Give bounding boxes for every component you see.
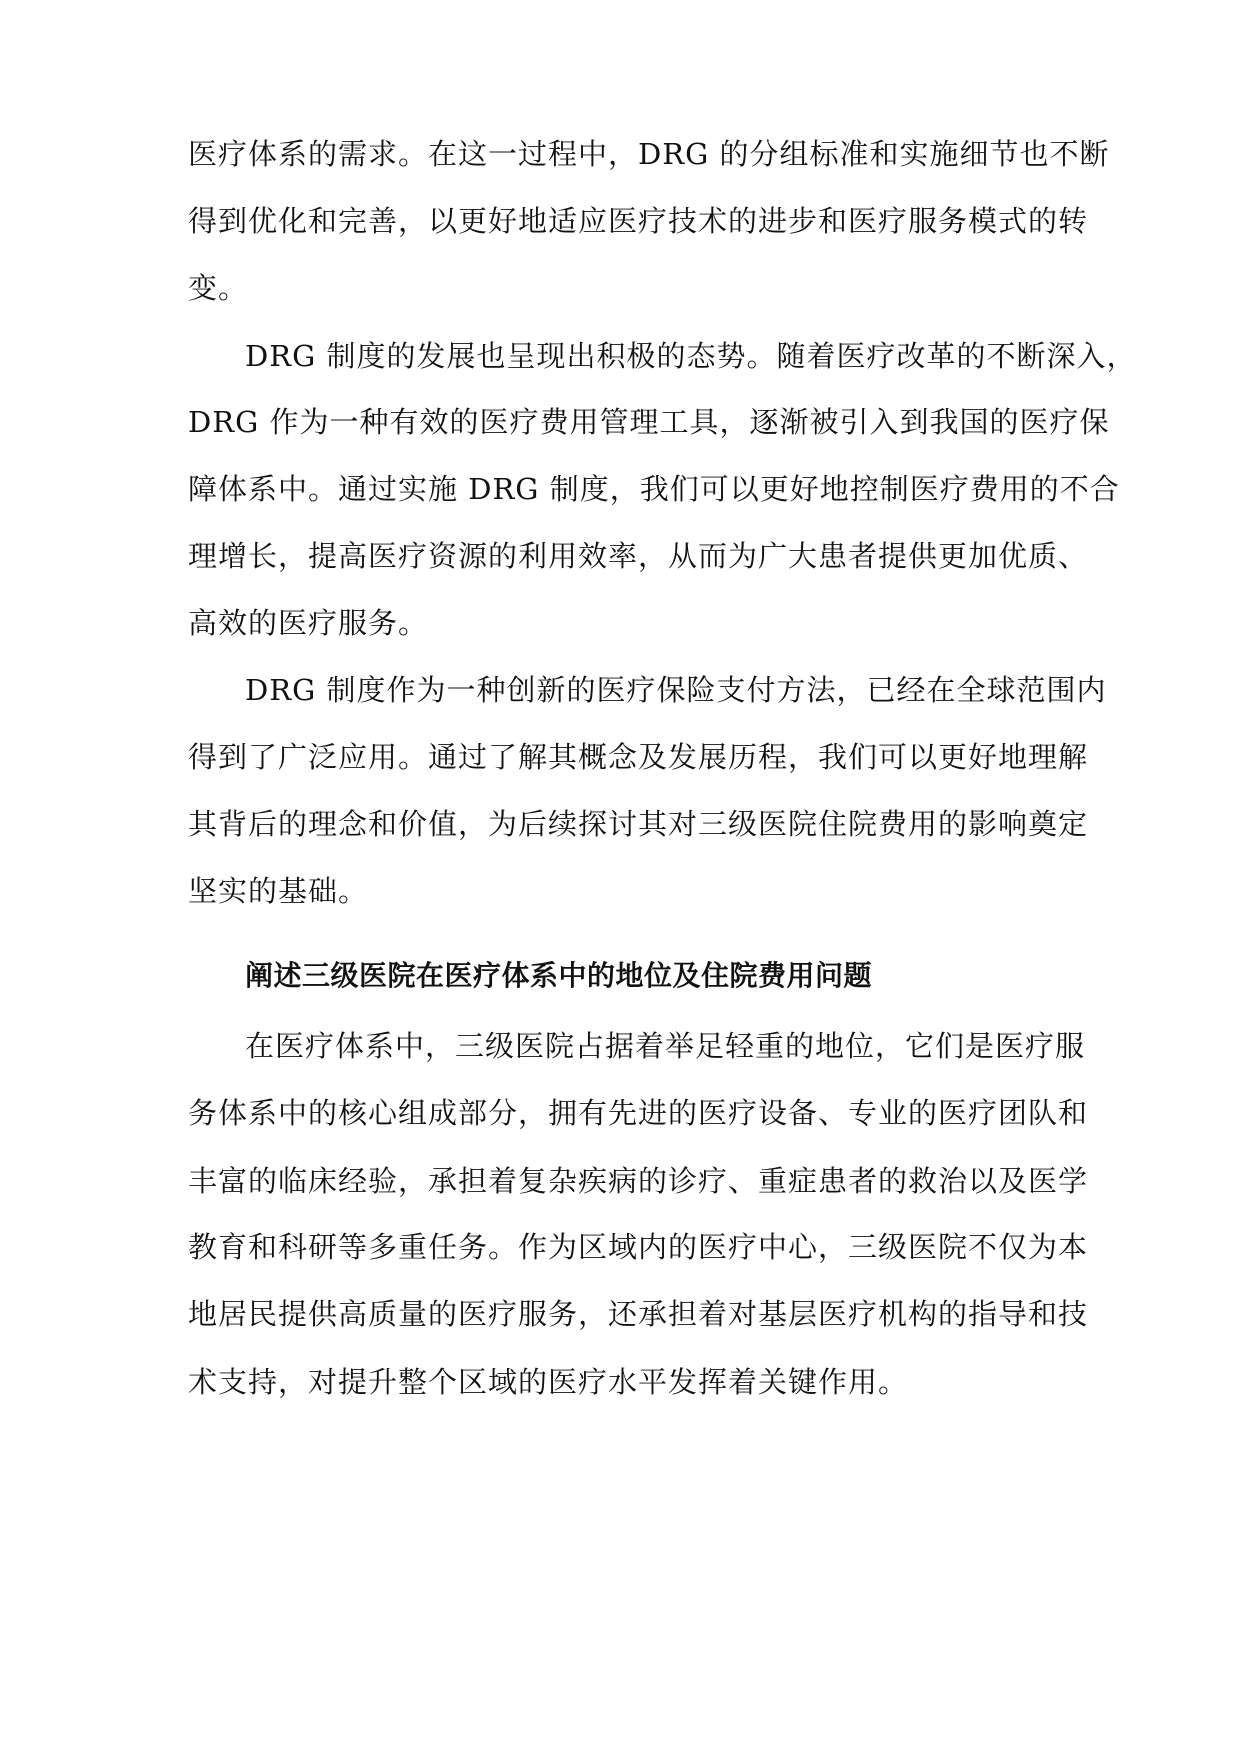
paragraph-line: 务体系中的核心组成部分，拥有先进的医疗设备、专业的医疗团队和: [188, 1096, 1089, 1130]
section-heading: 阐述三级医院在医疗体系中的地位及住院费用问题: [245, 959, 873, 992]
paragraph-line: 得到优化和完善，以更好地适应医疗技术的进步和医疗服务模式的转: [188, 204, 1089, 238]
paragraph-line: 其背后的理念和价值，为后续探讨其对三级医院住院费用的影响奠定: [188, 807, 1089, 841]
paragraph-line: 医疗体系的需求。在这一过程中，DRG 的分组标准和实施细节也不断: [188, 137, 1110, 171]
paragraph-line: 变。: [188, 271, 249, 305]
paragraph-line: 教育和科研等多重任务。作为区域内的医疗中心，三级医院不仅为本: [188, 1230, 1089, 1264]
paragraph-line: 高效的医疗服务。: [188, 606, 429, 640]
paragraph-line: 坚实的基础。: [188, 874, 369, 908]
paragraph-line: 障体系中。通过实施 DRG 制度，我们可以更好地控制医疗费用的不合: [188, 472, 1120, 506]
paragraph-line: 在医疗体系中，三级医院占据着举足轻重的地位，它们是医疗服: [245, 1029, 1086, 1063]
paragraph-line: 理增长，提高医疗资源的利用效率，从而为广大患者提供更加优质、: [188, 539, 1089, 573]
paragraph-line: DRG 制度作为一种创新的医疗保险支付方法，已经在全球范围内: [245, 673, 1107, 707]
paragraph-line: 术支持，对提升整个区域的医疗水平发挥着关键作用。: [188, 1365, 909, 1399]
paragraph-line: 丰富的临床经验，承担着复杂疾病的诊疗、重症患者的救治以及医学: [188, 1164, 1089, 1198]
paragraph-line: DRG 作为一种有效的医疗费用管理工具，逐渐被引入到我国的医疗保: [188, 405, 1110, 439]
paragraph-line: 得到了广泛应用。通过了解其概念及发展历程，我们可以更好地理解: [188, 740, 1089, 774]
paragraph-line: 地居民提供高质量的医疗服务，还承担着对基层医疗机构的指导和技: [188, 1297, 1089, 1331]
paragraph-line: DRG 制度的发展也呈现出积极的态势。随着医疗改革的不断深入，: [245, 339, 1137, 373]
